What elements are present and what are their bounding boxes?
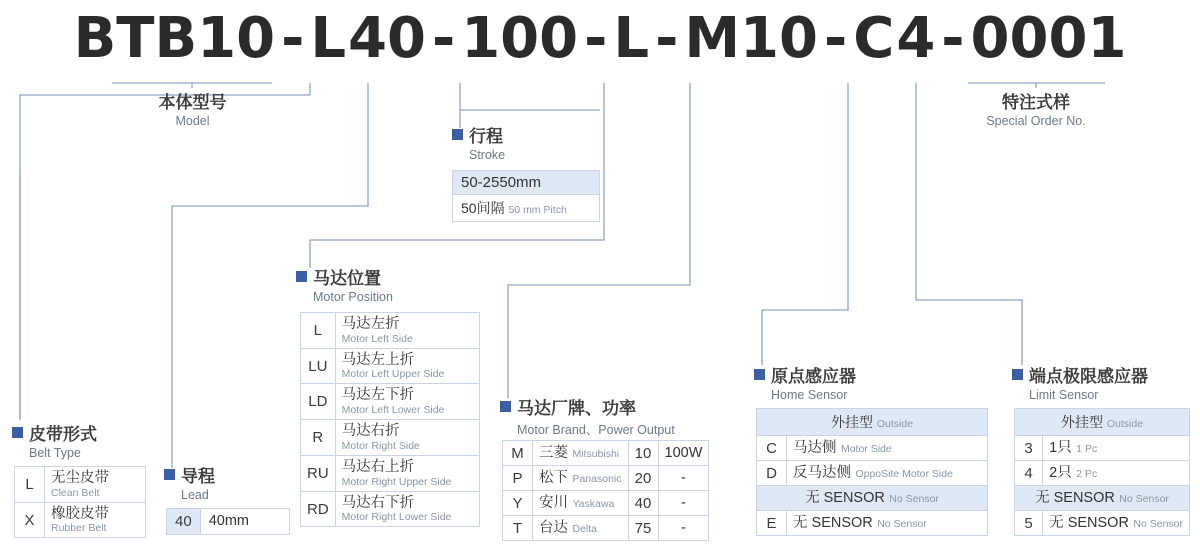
motor-position-desc — [335, 491, 479, 527]
motor-brand-cn: 松下 — [539, 470, 568, 486]
limit-sensor-no-sensor-en: No Sensor — [1119, 493, 1169, 505]
motor-power-value: - — [658, 466, 709, 491]
heading-stroke-cn-text: 行程 — [469, 127, 503, 146]
code-segment-5: 100 — [461, 6, 579, 71]
table-row — [301, 491, 480, 527]
motor-brand-en: Yaskawa — [572, 498, 615, 510]
motor-position-desc — [335, 313, 479, 349]
code-segment-12: 4 — [896, 6, 936, 71]
motor-brand-en: Panasonic — [572, 473, 622, 485]
heading-lead — [164, 462, 215, 502]
table-row — [301, 455, 480, 491]
heading-model-en: Model — [175, 114, 210, 128]
motor-position-en: Motor Right Side — [341, 439, 420, 452]
belt-type-desc — [45, 502, 146, 538]
heading-motor-position — [296, 264, 393, 304]
home-sensor-key: D — [757, 461, 787, 486]
motor-position-cn: 马达左下折 — [341, 387, 415, 404]
stroke-pitch — [452, 195, 600, 222]
limit-sensor-desc — [1043, 511, 1190, 536]
square-bullet-icon — [500, 401, 511, 412]
motor-power-value: - — [658, 516, 709, 541]
motor-brand-cn: 三菱 — [539, 445, 568, 461]
heading-stroke — [452, 122, 505, 162]
home-sensor-no-sensor-cn: 无 SENSOR — [805, 490, 885, 506]
limit-sensor-en: No Sensor — [1133, 518, 1183, 530]
table-row — [757, 486, 988, 511]
heading-stroke-en: Stroke — [469, 148, 506, 162]
motor-position-desc — [335, 455, 479, 491]
motor-position-key: R — [301, 420, 336, 456]
stroke-range: 50-2550mm — [452, 170, 600, 195]
code-segment-1: - — [281, 6, 305, 71]
table-row — [301, 420, 480, 456]
home-sensor-en: Motor Side — [840, 443, 892, 455]
belt-type-desc — [45, 467, 146, 503]
product-code — [0, 6, 1200, 71]
motor-position-desc — [335, 384, 479, 420]
heading-home-sensor-cn — [754, 362, 856, 387]
table-row — [503, 516, 709, 541]
limit-sensor-key: 4 — [1015, 461, 1043, 486]
home-sensor-desc — [787, 436, 988, 461]
table-row — [503, 466, 709, 491]
home-sensor-no-sensor-band — [757, 486, 988, 511]
heading-home-sensor-cn-text: 原点感应器 — [771, 367, 856, 386]
lead-value: 40mm — [200, 509, 289, 535]
limit-sensor-cn: 2只 — [1049, 465, 1072, 481]
limit-sensor-desc — [1043, 461, 1190, 486]
motor-brand-key: T — [503, 516, 533, 541]
heading-limit-sensor-cn — [1012, 362, 1148, 387]
motor-brand-cn: 台达 — [539, 520, 568, 536]
limit-sensor-en: 1 Pc — [1076, 443, 1098, 455]
belt-type-key: X — [15, 502, 45, 538]
home-sensor-header-cn: 外挂型 — [830, 414, 873, 430]
home-sensor-desc — [787, 461, 988, 486]
heading-home-sensor — [754, 362, 856, 402]
motor-position-cn: 马达左折 — [341, 316, 400, 332]
motor-position-key: LD — [301, 384, 336, 420]
heading-belt-type-en: Belt Type — [29, 446, 81, 460]
motor-position-en: Motor Left Upper Side — [341, 368, 445, 381]
motor-brand-name — [533, 466, 629, 491]
code-segment-6: - — [584, 6, 608, 71]
home-sensor-table — [756, 408, 988, 536]
limit-sensor-cn: 1只 — [1049, 440, 1072, 456]
motor-brand-key: Y — [503, 491, 533, 516]
belt-type-en: Clean Belt — [51, 486, 100, 499]
code-segment-13: - — [941, 6, 965, 71]
table-row — [301, 348, 480, 384]
motor-position-cn: 马达右下折 — [341, 494, 415, 511]
table-row — [757, 511, 988, 536]
motor-power-key: 40 — [628, 491, 658, 516]
square-bullet-icon — [164, 469, 175, 480]
heading-limit-sensor — [1012, 362, 1148, 402]
heading-belt-type-cn — [12, 420, 97, 445]
motor-position-desc — [335, 420, 479, 456]
motor-power-key: 10 — [628, 441, 658, 466]
limit-sensor-table — [1014, 408, 1190, 536]
limit-sensor-en: 2 Pc — [1076, 468, 1098, 480]
square-bullet-icon — [754, 369, 765, 380]
limit-sensor-no-sensor-band — [1015, 486, 1190, 511]
motor-brand-table — [502, 440, 709, 541]
table-row — [301, 313, 480, 349]
heading-lead-en: Lead — [181, 488, 209, 502]
belt-type-cn: 无尘皮带 — [51, 470, 109, 486]
motor-position-en: Motor Right Lower Side — [341, 511, 452, 524]
belt-type-cn: 橡胶皮带 — [51, 505, 109, 522]
motor-position-table — [300, 312, 480, 527]
heading-special-order-en: Special Order No. — [986, 114, 1086, 128]
square-bullet-icon — [12, 427, 23, 438]
limit-sensor-header-cn: 外挂型 — [1060, 414, 1103, 430]
code-segment-7: L — [613, 6, 650, 71]
motor-position-key: RD — [301, 491, 336, 527]
home-sensor-header — [757, 409, 988, 436]
heading-motor-brand-cn — [500, 394, 675, 419]
table-row — [503, 441, 709, 466]
motor-power-key: 75 — [628, 516, 658, 541]
heading-lead-cn — [164, 462, 215, 487]
home-sensor-key: E — [757, 511, 787, 536]
table-row — [757, 436, 988, 461]
stroke-pitch-cn: 50间隔 — [461, 200, 505, 216]
motor-brand-en: Delta — [572, 523, 597, 535]
code-segment-8: - — [655, 6, 679, 71]
code-segment-3: 40 — [348, 6, 426, 71]
code-segment-10: - — [823, 6, 848, 71]
home-sensor-cn: 无 SENSOR — [793, 515, 873, 531]
heading-lead-cn-text: 导程 — [181, 467, 215, 486]
heading-model — [120, 88, 265, 128]
stroke-pitch-en: 50 mm Pitch — [508, 204, 567, 216]
table-row — [503, 491, 709, 516]
square-bullet-icon — [1012, 369, 1023, 380]
motor-brand-en: Mitsubishi — [572, 448, 620, 460]
heading-special-order — [960, 88, 1112, 128]
home-sensor-desc — [787, 511, 988, 536]
motor-position-en: Motor Left Lower Side — [341, 404, 445, 417]
limit-sensor-key: 5 — [1015, 511, 1043, 536]
heading-motor-brand — [500, 394, 675, 438]
motor-position-en: Motor Left Side — [341, 332, 413, 345]
home-sensor-header-en: Outside — [876, 418, 914, 430]
heading-limit-sensor-en: Limit Sensor — [1029, 388, 1099, 402]
heading-motor-position-cn-text: 马达位置 — [313, 269, 381, 288]
lead-table — [166, 508, 290, 535]
heading-motor-brand-en: Motor Brand、Power Output — [517, 423, 675, 437]
code-segment-2: L — [310, 6, 347, 71]
table-row — [15, 502, 146, 538]
motor-power-value: - — [658, 491, 709, 516]
table-row — [301, 384, 480, 420]
limit-sensor-header — [1015, 409, 1190, 436]
motor-position-key: RU — [301, 455, 336, 491]
stroke-values — [452, 170, 600, 222]
heading-special-order-cn: 特注式样 — [1002, 93, 1070, 112]
motor-position-en: Motor Right Upper Side — [341, 475, 452, 488]
lead-key: 40 — [167, 509, 201, 535]
motor-position-cn: 马达右上折 — [341, 458, 415, 475]
home-sensor-en: No Sensor — [877, 518, 927, 530]
limit-sensor-cn: 无 SENSOR — [1049, 515, 1129, 531]
motor-brand-name — [533, 441, 629, 466]
heading-belt-type-cn-text: 皮带形式 — [29, 425, 97, 444]
square-bullet-icon — [296, 271, 307, 282]
heading-belt-type — [12, 420, 97, 460]
square-bullet-icon — [452, 129, 463, 140]
home-sensor-no-sensor-en: No Sensor — [889, 493, 939, 505]
heading-motor-position-en: Motor Position — [313, 290, 393, 304]
table-row — [1015, 409, 1190, 436]
heading-motor-position-cn — [296, 264, 393, 289]
table-row — [1015, 486, 1190, 511]
limit-sensor-no-sensor-cn: 无 SENSOR — [1035, 490, 1115, 506]
motor-position-key: L — [301, 313, 336, 349]
home-sensor-en: OppoSite Motor Side — [855, 468, 953, 480]
table-row — [1015, 461, 1190, 486]
heading-motor-brand-cn-text: 马达厂牌、功率 — [517, 399, 636, 418]
motor-position-desc — [335, 348, 479, 384]
table-row — [757, 461, 988, 486]
belt-type-table — [14, 466, 146, 538]
limit-sensor-header-en: Outside — [1106, 418, 1144, 430]
home-sensor-cn: 反马达侧 — [793, 465, 851, 481]
motor-brand-key: M — [503, 441, 533, 466]
motor-position-cn: 马达右折 — [341, 423, 400, 440]
heading-limit-sensor-cn-text: 端点极限感应器 — [1029, 367, 1148, 386]
belt-type-key: L — [15, 467, 45, 503]
limit-sensor-desc — [1043, 436, 1190, 461]
home-sensor-cn: 马达侧 — [793, 440, 837, 456]
heading-home-sensor-en: Home Sensor — [771, 388, 848, 402]
table-row — [1015, 511, 1190, 536]
table-row — [757, 409, 988, 436]
code-segment-4: - — [431, 6, 456, 71]
limit-sensor-key: 3 — [1015, 436, 1043, 461]
code-segment-11: C — [853, 6, 895, 71]
heading-stroke-cn — [452, 122, 505, 147]
motor-position-key: LU — [301, 348, 336, 384]
table-row — [167, 509, 290, 535]
motor-brand-cn: 安川 — [539, 495, 568, 511]
code-segment-9: M10 — [684, 6, 818, 71]
code-segment-14: 0001 — [970, 6, 1127, 71]
motor-power-value: 100W — [658, 441, 709, 466]
table-row — [15, 467, 146, 503]
motor-brand-key: P — [503, 466, 533, 491]
motor-position-cn: 马达左上折 — [341, 351, 415, 368]
belt-type-en: Rubber Belt — [51, 522, 107, 535]
table-row — [1015, 436, 1190, 461]
motor-brand-name — [533, 491, 629, 516]
motor-brand-name — [533, 516, 629, 541]
motor-power-key: 20 — [628, 466, 658, 491]
code-segment-0: BTB10 — [73, 6, 276, 71]
heading-model-cn: 本体型号 — [158, 93, 227, 112]
home-sensor-key: C — [757, 436, 787, 461]
